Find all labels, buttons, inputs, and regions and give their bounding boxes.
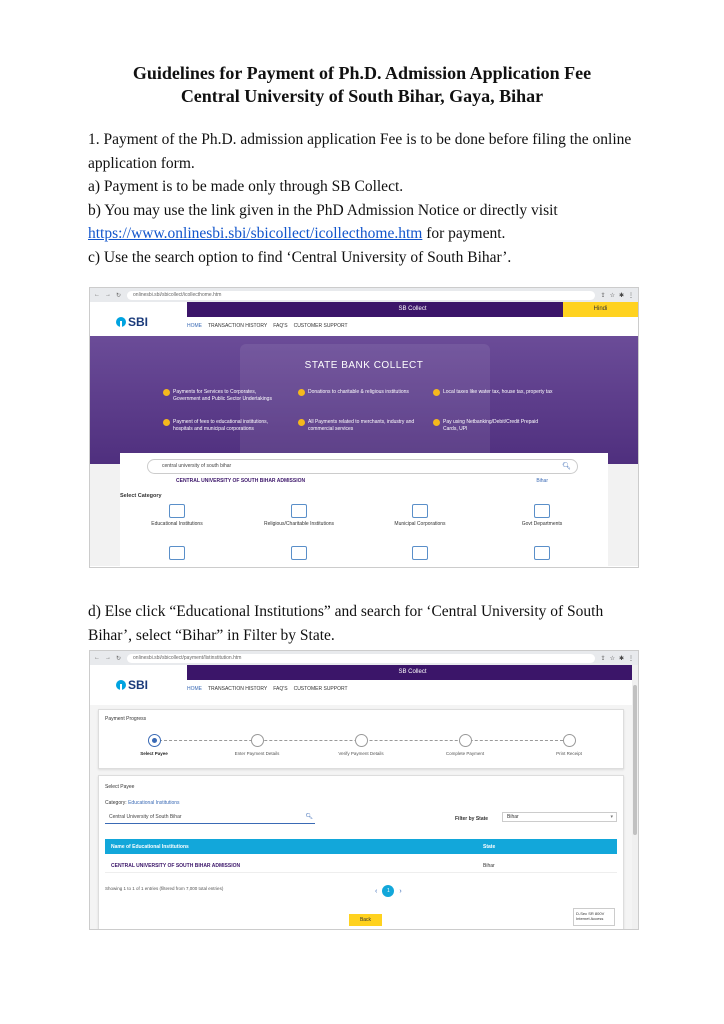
menu-home[interactable]: HOME xyxy=(187,323,202,329)
point-1: 1. Payment of the Ph.D. admission application Fee is to be done before filing the online application form. xyxy=(88,131,632,172)
category-religious[interactable] xyxy=(239,504,359,527)
instructions-2 xyxy=(88,600,648,647)
state-select[interactable]: Bihar ▾ xyxy=(502,812,617,822)
check-icon xyxy=(163,389,170,396)
industry-icon xyxy=(291,546,307,560)
check-icon xyxy=(298,419,305,426)
step-label: Enter Payment Details xyxy=(234,751,280,756)
step-complete-payment xyxy=(425,734,505,756)
badge-line-2: Internet Access xyxy=(576,916,604,921)
government-icon xyxy=(534,504,550,518)
feature-text: Local taxes like water tax, house tax, property tax xyxy=(443,389,553,395)
sbi-collect-link[interactable]: https://www.onlinesbi.sbi/sbicollect/icollecthome.htm xyxy=(88,225,423,242)
point-b-suffix: for payment. xyxy=(422,225,506,242)
feature-text: Donations to charitable & religious institutions xyxy=(308,389,409,395)
payment-progress-panel xyxy=(98,709,624,769)
point-a: a) Payment is to be made only through SB Collect. xyxy=(88,178,404,195)
entries-info: Showing 1 to 1 of 1 entries (filtered from 7,000 total entries) xyxy=(105,886,224,891)
feature-text: Payments for Services to Corporates, Government and Public Sector Undertakings xyxy=(173,389,272,402)
institution-search-value: Central University of South Bihar xyxy=(109,814,182,820)
category-icon-row[interactable] xyxy=(117,546,237,563)
step-label: Select Payee xyxy=(140,751,168,756)
instructions-1 xyxy=(88,128,648,269)
category-icon-row[interactable] xyxy=(239,546,359,563)
select-category-label: Select Category xyxy=(120,493,162,499)
reload-icon[interactable]: ↻ xyxy=(116,655,122,662)
security-badge xyxy=(573,908,615,926)
sbi-logo-icon xyxy=(116,680,126,690)
browser-toolbar xyxy=(90,288,638,302)
screenshot-select-payee xyxy=(89,650,639,930)
step-label: Verify Payment Details xyxy=(338,751,384,756)
reload-icon[interactable]: ↻ xyxy=(116,292,122,299)
address-bar[interactable]: onlinesbi.sbi/sbicollect/icollecthome.htm xyxy=(127,291,595,300)
point-b xyxy=(88,199,648,246)
menu-faqs[interactable]: FAQ'S xyxy=(273,323,288,329)
category-label: Religious/Charitable Institutions xyxy=(263,521,335,527)
select-payee-panel xyxy=(98,775,624,930)
category-icon-row[interactable] xyxy=(360,546,480,563)
site-header xyxy=(90,665,638,705)
browser-toolbar xyxy=(90,651,638,665)
result-state: Bihar xyxy=(536,478,548,484)
category-educational[interactable] xyxy=(117,504,237,527)
merchant-icon xyxy=(412,546,428,560)
back-arrow-icon[interactable]: ← xyxy=(94,654,100,661)
next-page-icon[interactable]: › xyxy=(399,887,402,895)
menu-home[interactable]: HOME xyxy=(187,686,202,692)
search-input[interactable] xyxy=(147,459,578,474)
menu-transaction-history[interactable]: TRANSACTION HISTORY xyxy=(208,323,268,329)
page-number[interactable]: 1 xyxy=(382,885,394,897)
step-circle xyxy=(563,734,576,747)
category-municipal[interactable] xyxy=(360,504,480,527)
building-icon xyxy=(169,504,185,518)
check-icon xyxy=(298,389,305,396)
menu-customer-support[interactable]: CUSTOMER SUPPORT xyxy=(293,686,348,692)
sb-collect-bar: SB Collect xyxy=(187,302,638,317)
filter-by-state-label: Filter by State xyxy=(455,816,489,822)
search-icon[interactable]: 🔍︎ xyxy=(562,463,571,470)
feature-item xyxy=(163,419,283,433)
check-icon xyxy=(433,389,440,396)
share-icon[interactable]: ⇪ xyxy=(600,292,606,299)
point-b-text: b) You may use the link given in the PhD Admission Notice or directly visit xyxy=(88,201,558,219)
pagination xyxy=(375,885,402,897)
hindi-button[interactable]: Hindi xyxy=(563,302,638,317)
title-line-1: Guidelines for Payment of Ph.D. Admission Application Fee xyxy=(132,63,592,83)
step-circle xyxy=(355,734,368,747)
title-line-2: Central University of South Bihar, Gaya, Bihar xyxy=(180,86,544,106)
badge-line-1: D-Sec SR 800V xyxy=(576,911,605,916)
category-label: Govt Departments xyxy=(521,521,563,527)
banner-title: STATE BANK COLLECT xyxy=(304,360,424,371)
menu-dots-icon[interactable]: ⋮ xyxy=(628,655,634,662)
feature-item xyxy=(298,389,418,396)
step-verify-payment xyxy=(321,734,401,756)
step-circle xyxy=(251,734,264,747)
extension-icon[interactable]: ✱ xyxy=(618,655,624,662)
search-value: central university of south bihar xyxy=(162,463,232,469)
step-circle xyxy=(459,734,472,747)
row-institution-name[interactable]: CENTRAL UNIVERSITY OF SOUTH BIHAR ADMISSION xyxy=(111,863,241,869)
sbi-logo xyxy=(116,315,148,329)
step-label: Complete Payment xyxy=(445,751,485,756)
select-payee-title: Select Payee xyxy=(105,784,135,790)
site-header xyxy=(90,302,638,336)
sb-collect-bar: SB Collect xyxy=(187,665,638,680)
category-label: Educational Institutions xyxy=(151,521,203,527)
column-header-state: State xyxy=(483,844,496,850)
table-row[interactable] xyxy=(105,858,617,873)
star-icon[interactable]: ☆ xyxy=(609,655,615,662)
forward-arrow-icon[interactable]: → xyxy=(105,291,111,298)
main-menu xyxy=(187,686,348,692)
scrollbar[interactable] xyxy=(632,665,638,929)
back-button[interactable]: Back xyxy=(349,914,382,926)
main-menu xyxy=(187,323,348,329)
step-label: Print Receipt xyxy=(556,751,582,756)
step-circle xyxy=(148,734,161,747)
step-enter-payment xyxy=(217,734,297,756)
feature-text: Payment of fees to educational institutions, hospitals and municipal corporations xyxy=(173,419,269,432)
menu-dots-icon[interactable]: ⋮ xyxy=(628,292,634,299)
forward-arrow-icon[interactable]: → xyxy=(105,654,111,661)
category-icon-row[interactable] xyxy=(482,546,602,563)
address-bar[interactable]: onlinesbi.sbi/sbicollect/payment/listinstitution.htm xyxy=(127,654,595,663)
step-select-payee xyxy=(114,734,194,756)
check-icon xyxy=(433,419,440,426)
column-header-name: Name of Educational Institutions xyxy=(111,844,189,850)
search-section xyxy=(90,464,638,566)
scrollbar-thumb[interactable] xyxy=(633,685,637,835)
feature-item xyxy=(298,419,418,433)
document-title xyxy=(0,62,724,108)
screenshot-sbi-collect-home xyxy=(89,287,639,568)
category-govt[interactable] xyxy=(482,504,602,527)
feature-item xyxy=(433,419,553,433)
star-icon[interactable]: ☆ xyxy=(609,292,615,299)
step-print-receipt xyxy=(529,734,609,756)
sbi-logo-text: SBI xyxy=(128,315,149,329)
feature-item xyxy=(163,389,283,403)
category-value[interactable]: Educational Institutions xyxy=(128,800,180,806)
sbi-logo xyxy=(116,678,148,692)
extension-icon[interactable]: ✱ xyxy=(618,292,624,299)
menu-customer-support[interactable]: CUSTOMER SUPPORT xyxy=(293,323,348,329)
temple-icon xyxy=(291,504,307,518)
menu-faqs[interactable]: FAQ'S xyxy=(273,686,288,692)
prev-page-icon[interactable]: ‹ xyxy=(375,887,378,895)
feature-text: Pay using Netbanking/Debit/Credit Prepaid Cards, UPI xyxy=(443,419,539,432)
category-line xyxy=(105,800,180,806)
feature-text: All Payments related to merchants, industry and commercial services xyxy=(308,419,415,432)
search-result[interactable] xyxy=(176,478,548,484)
point-d: d) Else click “Educational Institutions” and search for ‘Central University of South Bihar’, select “Bihar” in Filter by State. xyxy=(88,603,604,644)
payment-progress-title: Payment Progress xyxy=(105,716,147,722)
category-label: Municipal Corporations xyxy=(394,521,446,527)
hero-banner xyxy=(90,336,638,464)
menu-transaction-history[interactable]: TRANSACTION HISTORY xyxy=(208,686,268,692)
table-header xyxy=(105,839,617,854)
back-arrow-icon[interactable]: ← xyxy=(94,291,100,298)
search-icon[interactable]: 🔍︎ xyxy=(305,814,313,820)
sbi-logo-icon xyxy=(116,317,126,327)
share-icon[interactable]: ⇪ xyxy=(600,655,606,662)
hospital-icon xyxy=(169,546,185,560)
institution-search-input[interactable] xyxy=(105,814,315,824)
result-name: CENTRAL UNIVERSITY OF SOUTH BIHAR ADMISSION xyxy=(176,478,306,484)
city-hall-icon xyxy=(412,504,428,518)
sbi-logo-text: SBI xyxy=(128,678,149,692)
bank-icon xyxy=(534,546,550,560)
progress-steps xyxy=(119,734,603,764)
check-icon xyxy=(163,419,170,426)
point-c: c) Use the search option to find ‘Central University of South Bihar’. xyxy=(88,248,512,266)
feature-item xyxy=(433,389,553,396)
row-state: Bihar xyxy=(483,863,495,869)
category-label: Category: xyxy=(105,800,127,806)
